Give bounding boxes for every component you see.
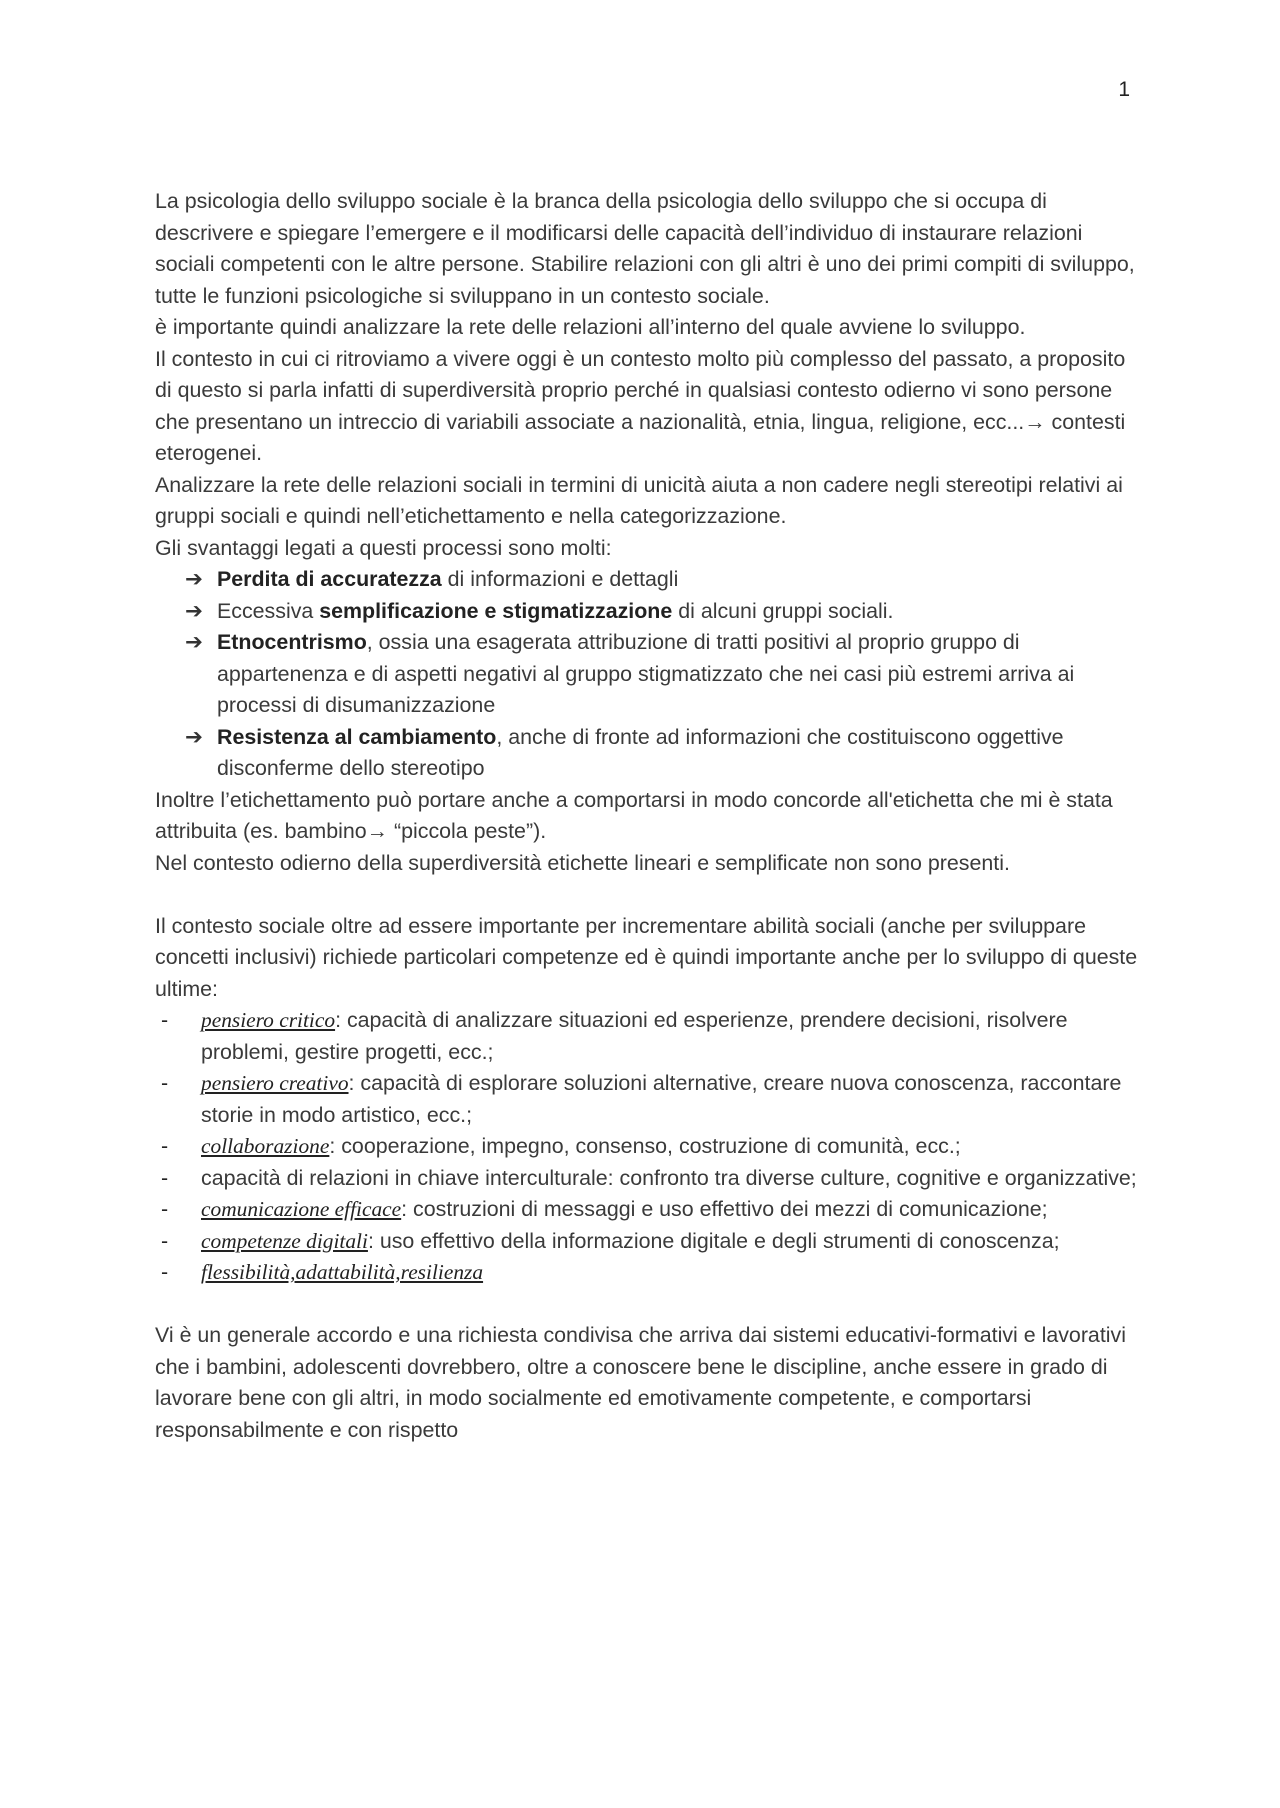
item-bold-text: Resistenza al cambiamento bbox=[217, 724, 497, 749]
list-item bbox=[155, 1194, 1140, 1226]
after-list-paragraph-2: Nel contesto odierno della superdiversità etichette lineari e semplificate non sono presenti. bbox=[155, 850, 1010, 875]
document-body bbox=[155, 186, 1140, 1446]
intro-paragraph-1: La psicologia dello sviluppo sociale è la branca della psicologia dello sviluppo che si occupa di descrivere e spiegare l’emergere e il modificarsi delle capacità dell’individuo di instaurare relazioni sociali competenti con le altre persone. Stabilire relazioni con gli altri è uno dei primi compiti di sviluppo, tutte le funzioni psicologiche si sviluppano in un contesto sociale. bbox=[155, 189, 1135, 308]
item-post-text: di alcuni gruppi sociali. bbox=[672, 598, 894, 623]
competence-term: pensiero critico bbox=[201, 1008, 336, 1032]
competence-term: pensiero creativo bbox=[201, 1071, 349, 1095]
blank-line bbox=[155, 1289, 1140, 1321]
intro-paragraph-5: Gli svantaggi legati a questi processi sono molti: bbox=[155, 535, 612, 560]
dash-bullet-icon: - bbox=[161, 1134, 169, 1158]
context-paragraph: Il contesto sociale oltre ad essere importante per incrementare abilità sociali (anche per sviluppare concetti inclusivi) richiede particolari competenze ed è quindi importante anche per lo sviluppo di queste ultime: bbox=[155, 913, 1138, 1001]
dash-bullet-icon: - bbox=[161, 1197, 169, 1221]
list-item bbox=[155, 1131, 1140, 1163]
list-item bbox=[155, 1068, 1140, 1131]
intro-paragraph-4: Analizzare la rete delle relazioni sociali in termini di unicità aiuta a non cadere negli stereotipi relativi ai gruppi sociali e quindi nell’etichettamento e nella categorizzazione. bbox=[155, 472, 1123, 528]
closing-paragraph: Vi è un generale accordo e una richiesta condivisa che arriva dai sistemi educativi-formativi e lavorativi che i bambini, adolescenti dovrebbero, oltre a conoscere bene le discipline, anche essere in grado di lavorare bene con gli altri, in modo socialmente ed emotivamente competente, e comportarsi responsabilmente e con rispetto bbox=[155, 1323, 1126, 1442]
list-item bbox=[155, 1005, 1140, 1068]
page-number: 1 bbox=[1118, 78, 1130, 101]
competence-text: : capacità di analizzare situazioni ed esperienze, prendere decisioni, risolvere problemi, gestire progetti, ecc.; bbox=[201, 1008, 1068, 1064]
intro-paragraph-2: è importante quindi analizzare la rete delle relazioni all’interno del quale avviene lo sviluppo. bbox=[155, 315, 1026, 339]
dash-bullet-icon: - bbox=[161, 1165, 169, 1190]
competence-term: competenze digitali bbox=[201, 1228, 368, 1253]
list-item bbox=[155, 1257, 1140, 1289]
item-pre-text: Eccessiva bbox=[217, 598, 320, 623]
competence-term: comunicazione efficace bbox=[201, 1197, 402, 1221]
list-item bbox=[155, 564, 1140, 596]
item-post-text: di informazioni e dettagli bbox=[441, 567, 679, 591]
item-bold-text: semplificazione e stigmatizzazione bbox=[319, 598, 673, 623]
disadvantages-list bbox=[155, 564, 1140, 785]
list-item bbox=[155, 596, 1140, 628]
arrow-bullet-icon: ➔ bbox=[185, 724, 203, 749]
item-post-text: , ossia una esagerata attribuzione di tratti positivi al proprio gruppo di appartenenza e di aspetti negativi al gruppo stigmatizzato che nei casi più estremi arriva ai processi di disumanizzazione bbox=[217, 630, 1075, 717]
arrow-bullet-icon: ➔ bbox=[185, 598, 203, 623]
competence-text: capacità di relazioni in chiave interculturale: confronto tra diverse culture, cognitive e organizzative; bbox=[201, 1165, 1137, 1190]
item-bold-text: Etnocentrismo bbox=[217, 630, 367, 654]
after-list-paragraph-1: Inoltre l’etichettamento può portare anche a comportarsi in modo concorde all'etichetta che mi è stata attribuita (es. bambino→ “piccola peste”). bbox=[155, 787, 1113, 843]
list-item bbox=[155, 1163, 1140, 1195]
list-item bbox=[155, 627, 1140, 722]
competence-text: : cooperazione, impegno, consenso, costruzione di comunità, ecc.; bbox=[329, 1134, 961, 1158]
competence-term: collaborazione bbox=[201, 1134, 330, 1158]
competence-text: : capacità di esplorare soluzioni alternative, creare nuova conoscenza, raccontare storie in modo artistico, ecc.; bbox=[201, 1071, 1122, 1127]
list-item bbox=[155, 722, 1140, 785]
competence-text: : uso effettivo della informazione digitale e degli strumenti di conoscenza; bbox=[367, 1228, 1060, 1253]
competence-term: flessibilità,adattabilità,resilienza bbox=[201, 1260, 484, 1284]
arrow-bullet-icon: ➔ bbox=[185, 567, 203, 591]
dash-bullet-icon: - bbox=[161, 1228, 169, 1253]
intro-paragraph-3: Il contesto in cui ci ritroviamo a vivere oggi è un contesto molto più complesso del passato, a proposito di questo si parla infatti di superdiversità proprio perché in qualsiasi contesto odierno vi sono persone che presentano un intreccio di variabili associate a nazionalità, etnia, lingua, religione, ecc...→ contesti eterogenei. bbox=[155, 346, 1126, 465]
item-bold-text: Perdita di accuratezza bbox=[217, 567, 442, 591]
item-post-text: , anche di fronte ad informazioni che costituiscono oggettive disconferme dello stereotipo bbox=[217, 724, 1064, 780]
competence-text: : costruzioni di messaggi e uso effettivo dei mezzi di comunicazione; bbox=[401, 1197, 1048, 1221]
dash-bullet-icon: - bbox=[161, 1260, 169, 1284]
blank-line bbox=[155, 879, 1140, 911]
arrow-bullet-icon: ➔ bbox=[185, 630, 203, 654]
competences-list bbox=[155, 1005, 1140, 1289]
dash-bullet-icon: - bbox=[161, 1071, 169, 1095]
dash-bullet-icon: - bbox=[161, 1008, 169, 1032]
list-item bbox=[155, 1226, 1140, 1258]
